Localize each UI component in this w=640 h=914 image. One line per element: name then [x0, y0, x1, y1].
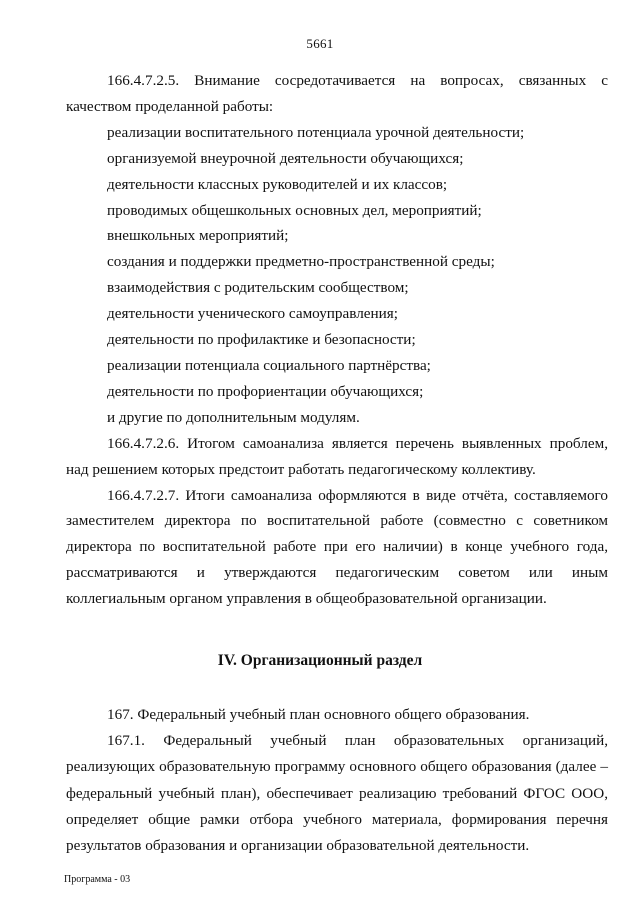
list-item: реализации воспитательного потенциала урочной деятельности; — [107, 123, 525, 141]
list-item: деятельности по профилактике и безопасности; — [107, 331, 416, 349]
list-item: создания и поддержки предметно-пространственной среды; — [107, 253, 495, 271]
focus-list — [66, 120, 608, 431]
page-number: 5661 — [306, 36, 334, 51]
paragraph-166-4-7-2-5: 166.4.7.2.5. Внимание сосредотачивается на вопросах, связанных с качеством проделанной работы: — [66, 72, 608, 115]
list-item: деятельности ученического самоуправления; — [107, 305, 399, 323]
list-item: деятельности классных руководителей и их классов; — [107, 175, 448, 193]
paragraph-166-4-7-2-6: 166.4.7.2.6. Итогом самоанализа является перечень выявленных проблем, над решением которых предстоит работать педагогическому коллективу. — [66, 434, 608, 478]
paragraph-166-4-7-2-7: 166.4.7.2.7. Итоги самоанализа оформляются в виде отчёта, составляемого заместителем директора по воспитательной работе (совместно с советником директора по воспитательной работе при его наличии) в конце учебного года, рассматриваются и утверждаются педагогическим советом или иным коллегиальным органом управления в общеобразовательной организации. — [66, 486, 608, 608]
list-item: проводимых общешкольных основных дел, мероприятий; — [107, 201, 482, 219]
list-item: деятельности по профориентации обучающихся; — [107, 382, 424, 400]
list-item: внешкольных мероприятий; — [107, 227, 289, 245]
section-curriculum — [66, 702, 608, 859]
list-item: взаимодействия с родительским сообществом; — [107, 279, 409, 297]
section-heading: IV. Организационный раздел — [217, 652, 423, 669]
paragraph-167: 167. Федеральный учебный план основного общего образования. — [107, 706, 530, 723]
paragraph-167-1: 167.1. Федеральный учебный план образовательных организаций, реализующих образовательную программу основного общего образования (далее – федеральный учебный план), обеспечивает реализацию требований ФГОС ООО, определяет общие рамки отбора учебного материала, формирования перечня результатов образования и организации образовательной деятельности. — [66, 732, 608, 855]
section-self-analysis — [66, 68, 608, 612]
footer-label: Программа - 03 — [64, 874, 131, 885]
list-item: реализации потенциала социального партнёрства; — [107, 356, 431, 374]
list-item: и другие по дополнительным модулям. — [107, 408, 360, 426]
list-item: организуемой внеурочной деятельности обучающихся; — [107, 149, 464, 167]
